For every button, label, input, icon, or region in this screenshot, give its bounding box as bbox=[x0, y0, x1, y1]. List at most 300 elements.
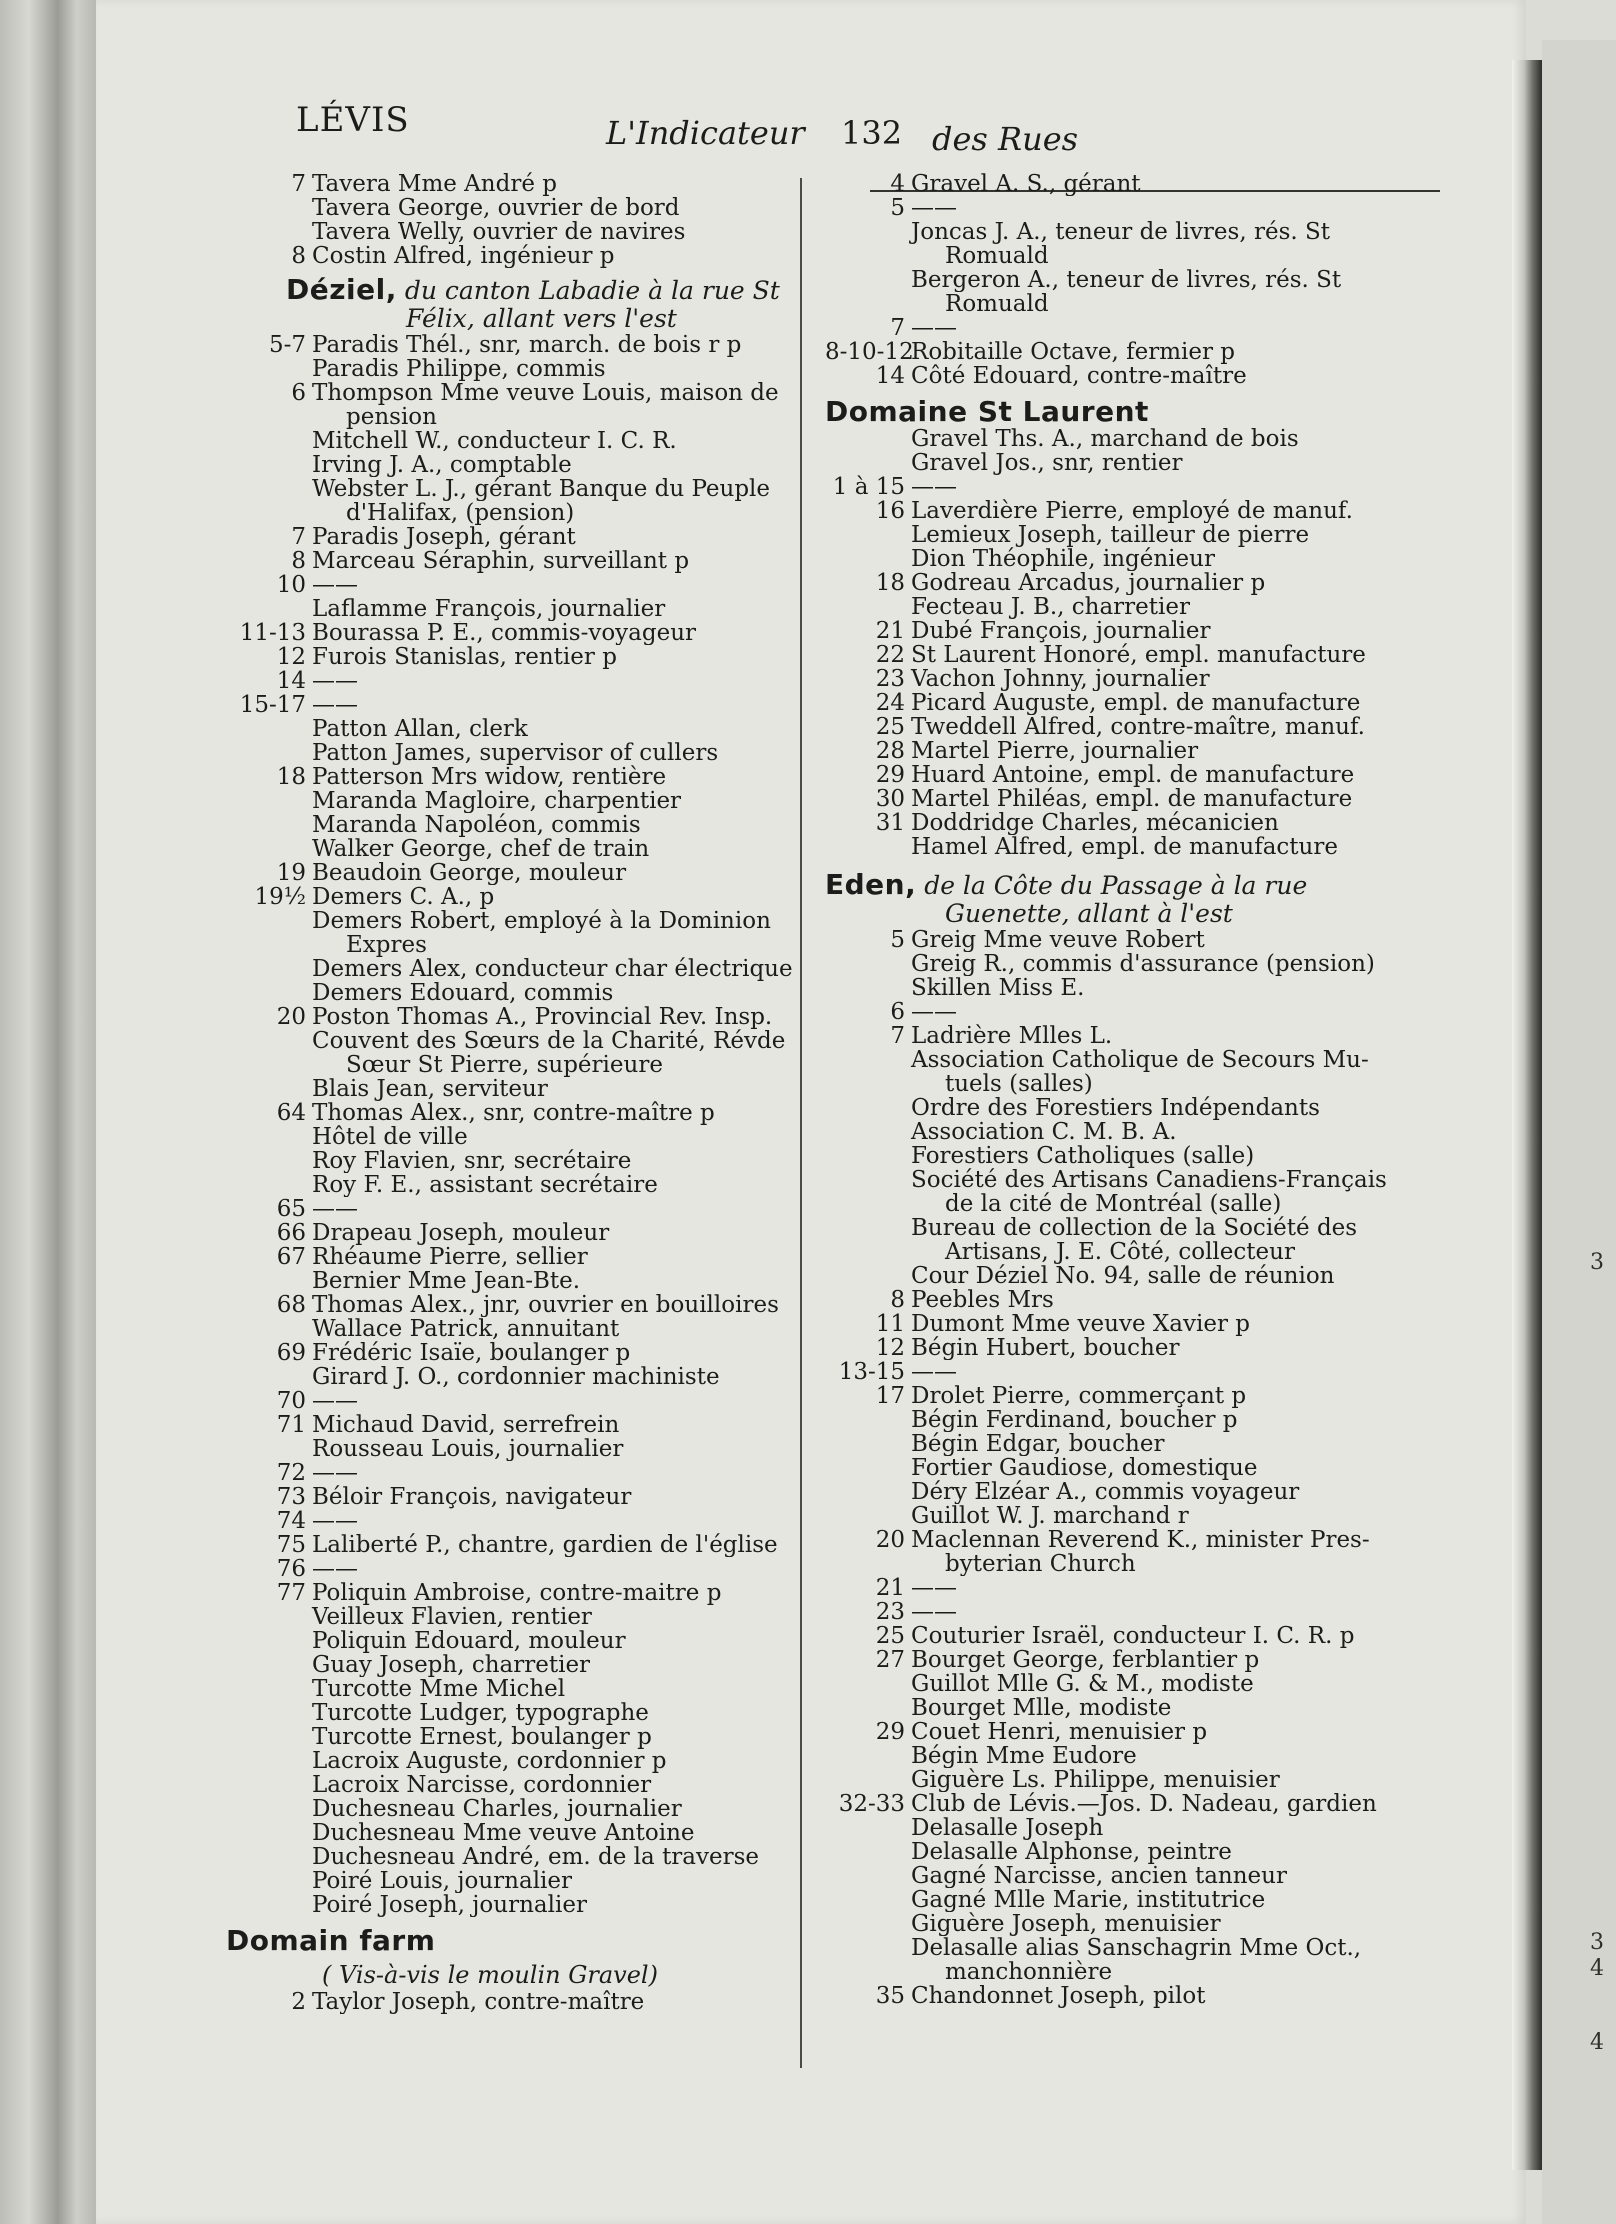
house-number: 24 bbox=[875, 691, 905, 715]
directory-entry bbox=[226, 172, 861, 196]
directory-entry bbox=[226, 1990, 861, 2014]
directory-entry bbox=[825, 1024, 1425, 1048]
resident-text: Lemieux Joseph, tailleur de pierre bbox=[911, 523, 1310, 547]
directory-entry bbox=[825, 1144, 1425, 1168]
street-description-cont: Félix, allant vers l'est bbox=[406, 304, 677, 333]
street-name: Eden, bbox=[825, 868, 917, 901]
resident-text: Gravel Ths. A., marchand de bois bbox=[911, 427, 1299, 451]
resident-text: —— bbox=[911, 475, 957, 499]
directory-entry bbox=[226, 1149, 861, 1173]
house-number: 65 bbox=[276, 1197, 306, 1221]
directory-entry bbox=[226, 1533, 861, 1557]
directory-entry bbox=[226, 333, 861, 357]
house-number: 67 bbox=[276, 1245, 306, 1269]
resident-text: Couet Henri, menuisier p bbox=[911, 1720, 1208, 1744]
house-number: 10 bbox=[276, 573, 306, 597]
directory-entry bbox=[226, 1893, 861, 1917]
directory-entry bbox=[825, 1768, 1425, 1792]
margin-number: 4 bbox=[1590, 2030, 1604, 2055]
directory-entry bbox=[226, 1245, 861, 1269]
directory-entry bbox=[825, 1792, 1425, 1816]
house-number: 16 bbox=[875, 499, 905, 523]
directory-entry bbox=[825, 619, 1425, 643]
directory-entry bbox=[226, 1053, 861, 1077]
directory-entry bbox=[226, 909, 861, 933]
resident-text: Bourassa P. É., commis-voyageur bbox=[312, 621, 697, 645]
resident-text: Demers Alex, conducteur char électrique bbox=[312, 957, 793, 981]
directory-entry bbox=[226, 837, 861, 861]
directory-entry bbox=[226, 1269, 861, 1293]
header-title: L'Indicateur bbox=[606, 114, 805, 152]
directory-entry bbox=[825, 340, 1425, 364]
resident-text: —— bbox=[312, 573, 358, 597]
resident-text: Poiré Joseph, journalier bbox=[312, 1893, 587, 1917]
resident-text: tuels (salles) bbox=[945, 1072, 1093, 1096]
house-number: 71 bbox=[276, 1413, 306, 1437]
resident-text: Romuald bbox=[945, 292, 1049, 316]
directory-entry bbox=[226, 1773, 861, 1797]
directory-entry bbox=[226, 765, 861, 789]
street-name: Déziel, bbox=[286, 273, 397, 306]
house-number: 1 à 15 bbox=[832, 475, 905, 499]
directory-entry bbox=[825, 1240, 1425, 1264]
directory-entry bbox=[825, 1336, 1425, 1360]
directory-entry bbox=[825, 1504, 1425, 1528]
resident-text: Michaud David, serrefrein bbox=[312, 1413, 620, 1437]
house-number: 8 bbox=[291, 244, 306, 268]
resident-text: Paradis Joseph, gérant bbox=[312, 525, 576, 549]
resident-text: Picard Auguste, empl. de manufacture bbox=[911, 691, 1361, 715]
directory-entry bbox=[825, 1888, 1425, 1912]
resident-text: Fortier Gaudiose, domestique bbox=[911, 1456, 1258, 1480]
directory-entry bbox=[226, 477, 861, 501]
directory-entry bbox=[226, 357, 861, 381]
directory-entry bbox=[825, 1480, 1425, 1504]
house-number: 28 bbox=[875, 739, 905, 763]
directory-entry bbox=[226, 1869, 861, 1893]
resident-text: Club de Lévis.—Jos. D. Nadeau, gardien bbox=[911, 1792, 1377, 1816]
directory-entry bbox=[825, 220, 1425, 244]
directory-entry bbox=[825, 1672, 1425, 1696]
resident-text: Forestiers Catholiques (salle) bbox=[911, 1144, 1255, 1168]
street-heading-domaine-st-laurent bbox=[825, 395, 1425, 428]
house-number: 20 bbox=[276, 1005, 306, 1029]
directory-entry bbox=[825, 1600, 1425, 1624]
resident-text: Patton Allan, clerk bbox=[312, 717, 528, 741]
directory-entry bbox=[226, 549, 861, 573]
resident-text: Couturier Israël, conducteur I. C. R. p bbox=[911, 1624, 1355, 1648]
resident-text: Déry Elzéar A., commis voyageur bbox=[911, 1480, 1300, 1504]
directory-entry bbox=[825, 1648, 1425, 1672]
house-number: 22 bbox=[875, 643, 905, 667]
resident-text: —— bbox=[911, 1360, 957, 1384]
margin-number: 3 bbox=[1590, 1930, 1604, 1955]
resident-text: Bourget George, ferblantier p bbox=[911, 1648, 1260, 1672]
resident-text: Duchesneau Mme veuve Antoine bbox=[312, 1821, 695, 1845]
resident-text: Paradis Thél., snr, march. de bois r p bbox=[312, 333, 742, 357]
house-number: 31 bbox=[875, 811, 905, 835]
directory-entry bbox=[226, 1509, 861, 1533]
resident-text: Thompson Mme veuve Louis, maison de bbox=[312, 381, 779, 405]
resident-text: Maranda Magloire, charpentier bbox=[312, 789, 682, 813]
resident-text: Girard J. O., cordonnier machiniste bbox=[312, 1365, 720, 1389]
directory-entry bbox=[825, 1288, 1425, 1312]
street-name: Domaine St Laurent bbox=[825, 395, 1149, 428]
house-number: 17 bbox=[875, 1384, 905, 1408]
directory-entry bbox=[825, 1456, 1425, 1480]
directory-entry bbox=[825, 1912, 1425, 1936]
house-number: 8 bbox=[291, 549, 306, 573]
directory-entry bbox=[825, 643, 1425, 667]
resident-text: Hamel Alfred, empl. de manufacture bbox=[911, 835, 1338, 859]
resident-text: Cour Déziel No. 94, salle de réunion bbox=[911, 1264, 1335, 1288]
resident-text: —— bbox=[312, 1197, 358, 1221]
directory-entry bbox=[226, 741, 861, 765]
resident-text: Ladrière Mlles L. bbox=[911, 1024, 1113, 1048]
resident-text: Bernier Mme Jean-Bte. bbox=[312, 1269, 581, 1293]
resident-text: Gagné Narcisse, ancien tanneur bbox=[911, 1864, 1287, 1888]
house-number: 76 bbox=[276, 1557, 306, 1581]
resident-text: Poliquin Ambroise, contre-maitre p bbox=[312, 1581, 722, 1605]
house-number: 23 bbox=[875, 667, 905, 691]
directory-entry bbox=[825, 1072, 1425, 1096]
resident-text: Romuald bbox=[945, 244, 1049, 268]
directory-entry bbox=[825, 691, 1425, 715]
directory-entry bbox=[226, 789, 861, 813]
directory-entry bbox=[825, 1360, 1425, 1384]
resident-text: Gravel Jos., snr, rentier bbox=[911, 451, 1183, 475]
directory-entry bbox=[226, 1653, 861, 1677]
directory-entry bbox=[226, 1701, 861, 1725]
directory-entry bbox=[226, 981, 861, 1005]
directory-entry bbox=[825, 1264, 1425, 1288]
resident-text: Mitchell W., conducteur I. C. R. bbox=[312, 429, 677, 453]
directory-entry bbox=[226, 1389, 861, 1413]
resident-text: Huard Antoine, empl. de manufacture bbox=[911, 763, 1355, 787]
directory-entry bbox=[226, 1365, 861, 1389]
resident-text: Wallace Patrick, annuitant bbox=[312, 1317, 620, 1341]
directory-entry bbox=[825, 172, 1425, 196]
resident-text: Doddridge Charles, mécanicien bbox=[911, 811, 1279, 835]
house-number: 25 bbox=[875, 715, 905, 739]
resident-text: Guillot Mlle G. & M., modiste bbox=[911, 1672, 1254, 1696]
house-number: 6 bbox=[291, 381, 306, 405]
resident-text: Guillot W. J. marchand r bbox=[911, 1504, 1189, 1528]
directory-entry bbox=[226, 1293, 861, 1317]
directory-entry bbox=[226, 1797, 861, 1821]
resident-text: Laverdière Pierre, employé de manuf. bbox=[911, 499, 1353, 523]
directory-entry bbox=[226, 405, 861, 429]
resident-text: Poiré Louis, journalier bbox=[312, 1869, 573, 1893]
entry-list bbox=[825, 928, 1425, 2008]
resident-text: Laliberté P., chantre, gardien de l'église bbox=[312, 1533, 778, 1557]
resident-text: Taylor Joseph, contre-maître bbox=[312, 1990, 645, 2014]
street-heading-eden bbox=[825, 868, 1425, 928]
directory-entry bbox=[226, 957, 861, 981]
directory-entry bbox=[825, 475, 1425, 499]
directory-entry bbox=[226, 1125, 861, 1149]
directory-entry bbox=[825, 1864, 1425, 1888]
resident-text: Skillen Miss E. bbox=[911, 976, 1085, 1000]
resident-text: Paradis Philippe, commis bbox=[312, 357, 606, 381]
house-number: 29 bbox=[875, 763, 905, 787]
directory-entry bbox=[226, 1605, 861, 1629]
directory-entry bbox=[226, 861, 861, 885]
resident-text: —— bbox=[312, 1461, 358, 1485]
resident-text: —— bbox=[312, 1557, 358, 1581]
directory-entry bbox=[226, 1629, 861, 1653]
resident-text: Demers Robert, employé à la Dominion bbox=[312, 909, 771, 933]
resident-text: Gagné Mlle Marie, institutrice bbox=[911, 1888, 1266, 1912]
resident-text: —— bbox=[911, 196, 957, 220]
directory-entry bbox=[825, 928, 1425, 952]
entry-list bbox=[226, 1990, 861, 2014]
resident-text: pension bbox=[346, 405, 437, 429]
house-number: 73 bbox=[276, 1485, 306, 1509]
directory-entry bbox=[226, 1005, 861, 1029]
directory-entry bbox=[825, 787, 1425, 811]
directory-entry bbox=[825, 1552, 1425, 1576]
house-number: 64 bbox=[276, 1101, 306, 1125]
resident-text: Rousseau Louis, journalier bbox=[312, 1437, 624, 1461]
directory-entry bbox=[226, 381, 861, 405]
resident-text: Association Catholique de Secours Mu- bbox=[911, 1048, 1369, 1072]
directory-entry bbox=[825, 715, 1425, 739]
directory-entry bbox=[825, 547, 1425, 571]
directory-entry bbox=[825, 1696, 1425, 1720]
directory-entry bbox=[825, 1312, 1425, 1336]
house-number: 35 bbox=[875, 1984, 905, 2008]
street-description: ( Vis-à-vis le moulin Gravel) bbox=[322, 1961, 658, 1989]
house-number: 11 bbox=[875, 1312, 905, 1336]
house-number: 70 bbox=[276, 1389, 306, 1413]
resident-text: Roy Flavien, snr, secrétaire bbox=[312, 1149, 632, 1173]
directory-entry bbox=[226, 1485, 861, 1509]
directory-entry bbox=[226, 645, 861, 669]
resident-text: Delasalle Joseph bbox=[911, 1816, 1104, 1840]
directory-entry bbox=[825, 1960, 1425, 1984]
house-number: 77 bbox=[276, 1581, 306, 1605]
directory-entry bbox=[825, 571, 1425, 595]
resident-text: Chandonnet Joseph, pilot bbox=[911, 1984, 1206, 2008]
directory-entry bbox=[226, 597, 861, 621]
resident-text: —— bbox=[312, 1509, 358, 1533]
resident-text: Walker George, chef de train bbox=[312, 837, 650, 861]
directory-entry bbox=[825, 1384, 1425, 1408]
street-description-cont: Guenette, allant à l'est bbox=[945, 899, 1233, 928]
resident-text: Dion Théophile, ingénieur bbox=[911, 547, 1215, 571]
resident-text: Duchesneau Charles, journalier bbox=[312, 1797, 682, 1821]
directory-entry bbox=[226, 429, 861, 453]
resident-text: Turcotte Mme Michel bbox=[312, 1677, 566, 1701]
directory-entry bbox=[226, 1725, 861, 1749]
resident-text: Dubé François, journalier bbox=[911, 619, 1211, 643]
resident-text: Maranda Napoléon, commis bbox=[312, 813, 641, 837]
house-number: 5 bbox=[890, 928, 905, 952]
resident-text: Furois Stanislas, rentier p bbox=[312, 645, 617, 669]
street-description: du canton Labadie à la rue St bbox=[404, 276, 780, 305]
page-header bbox=[296, 96, 1436, 156]
resident-text: Giguère Joseph, menuisier bbox=[911, 1912, 1221, 1936]
street-heading-domain-farm bbox=[226, 1924, 861, 1957]
resident-text: byterian Church bbox=[945, 1552, 1136, 1576]
resident-text: Demers Edouard, commis bbox=[312, 981, 614, 1005]
directory-entry bbox=[825, 1048, 1425, 1072]
directory-entry bbox=[825, 1576, 1425, 1600]
resident-text: St Laurent Honoré, empl. manufacture bbox=[911, 643, 1366, 667]
resident-text: Ordre des Forestiers Indépendants bbox=[911, 1096, 1320, 1120]
directory-entry bbox=[226, 1029, 861, 1053]
directory-entry bbox=[226, 1317, 861, 1341]
directory-entry bbox=[825, 451, 1425, 475]
house-number: 14 bbox=[875, 364, 905, 388]
house-number: 27 bbox=[875, 1648, 905, 1672]
house-number: 21 bbox=[875, 619, 905, 643]
resident-text: Bégin Hubert, boucher bbox=[911, 1336, 1180, 1360]
house-number: 11-13 bbox=[239, 621, 306, 645]
directory-entry bbox=[226, 717, 861, 741]
house-number: 5 bbox=[890, 196, 905, 220]
house-number: 23 bbox=[875, 1600, 905, 1624]
directory-entry bbox=[825, 1528, 1425, 1552]
house-number: 30 bbox=[875, 787, 905, 811]
resident-text: Drapeau Joseph, mouleur bbox=[312, 1221, 610, 1245]
left-column bbox=[226, 172, 861, 2014]
directory-entry bbox=[825, 1624, 1425, 1648]
entry-list bbox=[825, 427, 1425, 859]
house-number: 68 bbox=[276, 1293, 306, 1317]
entry-list bbox=[226, 333, 861, 1917]
house-number: 13-15 bbox=[838, 1360, 905, 1384]
house-number: 32-33 bbox=[838, 1792, 905, 1816]
directory-entry bbox=[226, 1101, 861, 1125]
directory-entry bbox=[825, 1168, 1425, 1192]
resident-text: Bégin Edgar, boucher bbox=[911, 1432, 1165, 1456]
resident-text: Tavera Welly, ouvrier de navires bbox=[312, 220, 686, 244]
resident-text: —— bbox=[911, 1600, 957, 1624]
resident-text: Bureau de collection de la Société des bbox=[911, 1216, 1358, 1240]
directory-entry bbox=[825, 835, 1425, 859]
resident-text: de la cité de Montréal (salle) bbox=[945, 1192, 1282, 1216]
resident-text: Turcotte Ernest, boulanger p bbox=[312, 1725, 652, 1749]
resident-text: Laflamme François, journalier bbox=[312, 597, 666, 621]
directory-entry bbox=[226, 220, 861, 244]
resident-text: Tavera George, ouvrier de bord bbox=[312, 196, 680, 220]
directory-entry bbox=[226, 1413, 861, 1437]
house-number: 74 bbox=[276, 1509, 306, 1533]
book-gutter bbox=[1512, 60, 1542, 2170]
resident-text: Poliquin Edouard, mouleur bbox=[312, 1629, 626, 1653]
resident-text: Greig R., commis d'assurance (pension) bbox=[911, 952, 1375, 976]
directory-entry bbox=[825, 523, 1425, 547]
resident-text: Tweddell Alfred, contre-maître, manuf. bbox=[911, 715, 1365, 739]
directory-entry bbox=[226, 1221, 861, 1245]
directory-entry bbox=[226, 1821, 861, 1845]
resident-text: Dumont Mme veuve Xavier p bbox=[911, 1312, 1250, 1336]
resident-text: Thomas Alex., jnr, ouvrier en bouilloires bbox=[312, 1293, 779, 1317]
house-number: 66 bbox=[276, 1221, 306, 1245]
directory-entry bbox=[226, 1581, 861, 1605]
directory-entry bbox=[226, 1341, 861, 1365]
directory-entry bbox=[825, 1936, 1425, 1960]
resident-text: Veilleux Flavien, rentier bbox=[312, 1605, 592, 1629]
resident-text: Poston Thomas A., Provincial Rev. Insp. bbox=[312, 1005, 773, 1029]
directory-entry bbox=[226, 933, 861, 957]
directory-entry bbox=[825, 1744, 1425, 1768]
resident-text: Bégin Ferdinand, boucher p bbox=[911, 1408, 1238, 1432]
resident-text: Couvent des Sœurs de la Charité, Révde bbox=[312, 1029, 786, 1053]
resident-text: Drolet Pierre, commerçant p bbox=[911, 1384, 1247, 1408]
book-edge-left bbox=[0, 0, 96, 2224]
header-subtitle: des Rues bbox=[932, 120, 1079, 158]
resident-text: Martel Pierre, journalier bbox=[911, 739, 1199, 763]
resident-text: manchonnière bbox=[945, 1960, 1113, 1984]
resident-text: Patterson Mrs widow, rentière bbox=[312, 765, 667, 789]
directory-entry bbox=[226, 693, 861, 717]
margin-number: 3 bbox=[1590, 1250, 1604, 1275]
directory-entry bbox=[226, 196, 861, 220]
directory-entry bbox=[226, 501, 861, 525]
directory-entry bbox=[226, 1845, 861, 1869]
directory-entry bbox=[825, 1216, 1425, 1240]
house-number: 8-10-12 bbox=[825, 340, 914, 364]
house-number: 12 bbox=[276, 645, 306, 669]
directory-entry bbox=[825, 1984, 1425, 2008]
house-number: 8 bbox=[890, 1288, 905, 1312]
house-number: 2 bbox=[291, 1990, 306, 2014]
resident-text: Duchesneau André, em. de la traverse bbox=[312, 1845, 760, 1869]
directory-entry bbox=[825, 763, 1425, 787]
resident-text: —— bbox=[312, 693, 358, 717]
directory-entry bbox=[825, 1816, 1425, 1840]
resident-text: Rhéaume Pierre, sellier bbox=[312, 1245, 588, 1269]
house-number: 18 bbox=[276, 765, 306, 789]
house-number: 75 bbox=[276, 1533, 306, 1557]
resident-text: Béloir François, navigateur bbox=[312, 1485, 632, 1509]
directory-entry bbox=[226, 885, 861, 909]
resident-text: Thomas Alex., snr, contre-maître p bbox=[312, 1101, 715, 1125]
house-number: 20 bbox=[875, 1528, 905, 1552]
house-number: 7 bbox=[890, 1024, 905, 1048]
resident-text: Bergeron A., teneur de livres, rés. St bbox=[911, 268, 1342, 292]
resident-text: Lacroix Narcisse, cordonnier bbox=[312, 1773, 652, 1797]
resident-text: Guay Joseph, charretier bbox=[312, 1653, 591, 1677]
resident-text: Bégin Mme Eudore bbox=[911, 1744, 1137, 1768]
page-number: 132 bbox=[841, 114, 903, 152]
directory-entry bbox=[226, 453, 861, 477]
resident-text: Sœur St Pierre, supérieure bbox=[346, 1053, 663, 1077]
resident-text: Martel Philéas, empl. de manufacture bbox=[911, 787, 1353, 811]
resident-text: Demers C. A., p bbox=[312, 885, 495, 909]
resident-text: Beaudoin George, mouleur bbox=[312, 861, 627, 885]
directory-entry bbox=[226, 1677, 861, 1701]
house-number: 25 bbox=[875, 1624, 905, 1648]
resident-text: Frédéric Isaïe, boulanger p bbox=[312, 1341, 631, 1365]
house-number: 6 bbox=[890, 1000, 905, 1024]
resident-text: Expres bbox=[346, 933, 427, 957]
resident-text: Côté Edouard, contre-maître bbox=[911, 364, 1247, 388]
directory-entry bbox=[825, 595, 1425, 619]
directory-entry bbox=[226, 573, 861, 597]
resident-text: Godreau Arcadus, journalier p bbox=[911, 571, 1266, 595]
directory-entry bbox=[825, 316, 1425, 340]
resident-text: d'Halifax, (pension) bbox=[346, 501, 575, 525]
directory-entry bbox=[825, 196, 1425, 220]
house-number: 14 bbox=[276, 669, 306, 693]
resident-text: —— bbox=[911, 1576, 957, 1600]
directory-entry bbox=[226, 525, 861, 549]
resident-text: Association C. M. B. A. bbox=[911, 1120, 1177, 1144]
